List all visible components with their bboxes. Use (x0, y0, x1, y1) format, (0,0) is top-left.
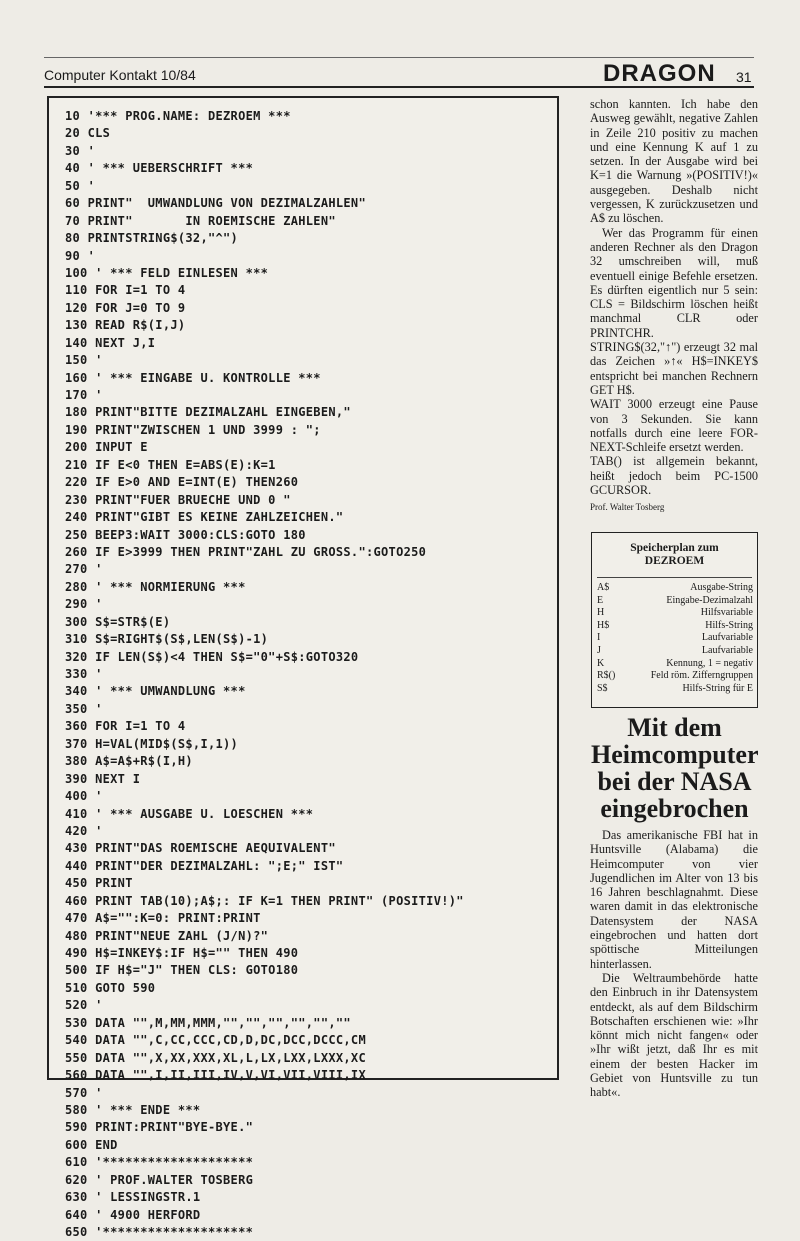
code-line: 50 ' (65, 178, 96, 193)
variable-row (592, 632, 757, 645)
variable-row (592, 645, 757, 658)
variable-description: Hilfs-String (705, 619, 753, 631)
code-line: 640 ' 4900 HERFORD (65, 1207, 201, 1222)
code-line: 450 PRINT (65, 876, 133, 891)
variable-description: Eingabe-Dezimalzahl (666, 594, 753, 606)
code-line: 570 ' (65, 1085, 103, 1100)
code-line: 460 PRINT TAB(10);A$;: IF K=1 THEN PRINT" (POSITIV!)" (65, 893, 464, 908)
variable-name: A$ (597, 582, 610, 593)
page-number: 31 (736, 69, 752, 85)
code-line: 350 ' (65, 701, 103, 716)
code-line: 610 '******************** (65, 1155, 254, 1170)
variable-list (592, 582, 757, 695)
code-line: 530 DATA "",M,MM,MMM,"","","","","","" (65, 1015, 351, 1030)
code-line: 410 ' *** AUSGABE U. LOESCHEN *** (65, 806, 314, 821)
memory-map-title: Speicherplan zum DEZROEM (630, 542, 719, 567)
variable-description: Laufvariable (701, 632, 753, 644)
code-line: 370 H=VAL(MID$(S$,I,1)) (65, 736, 239, 751)
code-line: 170 ' (65, 388, 103, 402)
variable-row (592, 683, 757, 696)
code-line: 80 PRINTSTRING$(32,"^") (65, 231, 239, 246)
article-headline: Mit dem Heimcomputer bei der NASA eingebrochen (591, 713, 759, 823)
code-line: 520 ' (65, 998, 103, 1013)
paragraph: STRING$(32,"↑") erzeugt 32 mal das Zeichen »↑« H$=INKEY$ entspricht bei manchen Rechnern GET H$. (590, 340, 758, 397)
code-line: 280 ' *** NORMIERUNG *** (65, 579, 246, 594)
code-line: 150 ' (65, 353, 103, 368)
section-title: DRAGON (603, 60, 716, 87)
code-line: 390 NEXT I (65, 771, 141, 786)
header-rule (44, 86, 754, 88)
variable-description: Hilfs-String für E (682, 682, 753, 694)
code-line: 360 FOR I=1 TO 4 (65, 719, 186, 734)
code-line: 180 PRINT"BITTE DEZIMALZAHL EINGEBEN," (65, 405, 351, 420)
code-line: 270 ' (65, 562, 103, 577)
magazine-issue: Computer Kontakt 10/84 (44, 67, 196, 83)
code-line: 490 H$=INKEY$:IF H$="" THEN 490 (65, 946, 299, 960)
code-line: 400 ' (65, 789, 103, 804)
code-line: 310 S$=RIGHT$(S$,LEN(S$)-1) (65, 632, 269, 647)
code-lines (65, 108, 464, 1241)
top-rule (44, 57, 754, 58)
variable-name: H (597, 607, 605, 619)
variable-name: J (597, 644, 601, 656)
paragraph: schon kannten. Ich habe den Ausweg gewählt, negative Zahlen in Zeile 210 positiv zu machen und eine Kennung K auf 1 zu setzen. In der Ausgabe wird bei K=1 die Warnung »(POSITIV!)« ausgegeben. Deshalb nicht vergessen, K zurückzusetzen und A$ zu löschen. (590, 97, 758, 226)
code-line: 650 '******************** (65, 1225, 254, 1239)
variable-row (592, 607, 757, 620)
variable-description: Kennung, 1 = negativ (666, 657, 753, 669)
code-line: 480 PRINT"NEUE ZAHL (J/N)?" (65, 928, 269, 943)
code-line: 540 DATA "",C,CC,CCC,CD,D,DC,DCC,DCCC,CM (65, 1033, 366, 1048)
article-column-continued (590, 97, 758, 515)
code-line: 580 ' *** ENDE *** (65, 1102, 201, 1117)
variable-description: Ausgabe-String (690, 582, 753, 593)
variable-row (592, 595, 757, 608)
code-line: 300 S$=STR$(E) (65, 614, 171, 629)
code-line: 240 PRINT"GIBT ES KEINE ZAHLZEICHEN." (65, 510, 344, 525)
code-line: 500 IF H$="J" THEN CLS: GOTO180 (65, 963, 299, 978)
code-line: 160 ' *** EINGABE U. KONTROLLE *** (65, 370, 321, 385)
variable-description: Laufvariable (701, 644, 753, 656)
code-line: 210 IF E<0 THEN E=ABS(E):K=1 (65, 457, 276, 472)
variable-description: Feld röm. Zifferngruppen (650, 670, 753, 682)
variable-name: I (597, 632, 601, 644)
code-line: 40 ' *** UEBERSCHRIFT *** (65, 161, 254, 176)
variable-row (592, 582, 757, 595)
code-line: 250 BEEP3:WAIT 3000:CLS:GOTO 180 (65, 527, 306, 542)
code-line: 100 ' *** FELD EINLESEN *** (65, 265, 269, 280)
paragraph: WAIT 3000 erzeugt eine Pause von 3 Sekunden. Sie kann notfalls durch eine leere FOR-NEXT-Schleife ersetzt werden. (590, 397, 758, 455)
code-line: 260 IF E>3999 THEN PRINT"ZAHL ZU GROSS.":GOTO250 (65, 544, 427, 559)
code-line: 70 PRINT" IN ROEMISCHE ZAHLEN" (65, 213, 336, 228)
code-line: 140 NEXT J,I (65, 335, 156, 350)
code-line: 470 A$="":K=0: PRINT:PRINT (65, 911, 261, 926)
code-line: 590 PRINT:PRINT"BYE-BYE." (65, 1120, 254, 1135)
code-line: 560 DATA "",I,II,III,IV,V,VI,VII,VIII,IX (65, 1068, 366, 1083)
code-line: 620 ' PROF.WALTER TOSBERG (65, 1172, 254, 1187)
code-line: 230 PRINT"FUER BRUECHE UND 0 " (65, 492, 291, 507)
code-line: 420 ' (65, 823, 103, 838)
code-line: 110 FOR I=1 TO 4 (65, 283, 186, 298)
code-line: 320 IF LEN(S$)<4 THEN S$="0"+S$:GOTO320 (65, 649, 359, 664)
code-line: 510 GOTO 590 (65, 980, 156, 995)
code-line: 380 A$=A$+R$(I,H) (65, 754, 193, 769)
variable-row (592, 620, 757, 633)
code-line: 220 IF E>0 AND E=INT(E) THEN260 (65, 475, 299, 490)
variable-name: K (597, 657, 605, 669)
code-line: 340 ' *** UMWANDLUNG *** (65, 684, 246, 699)
divider (597, 577, 752, 578)
paragraph: Wer das Programm für einen anderen Rechner als den Dragon 32 umschreiben will, muß eventuell einige Befehle ersetzen. Es dürften eigentlich nur 5 sein: CLS = Bildschirm löschen heißt manchmal CLR oder PRINTCHR. (590, 225, 758, 340)
code-line: 440 PRINT"DER DEZIMALZAHL: ";E;" IST" (65, 858, 344, 873)
code-line: 290 ' (65, 597, 103, 612)
code-line: 90 ' (65, 248, 96, 263)
paragraph: Das amerikanische FBI hat in Huntsville (Alabama) die Heimcomputer von vier Jugendlichen im Alter von 13 bis 16 Jahren beschlagnahmt. Diese waren damit in das elektronische Datensystem der NASA eingebrochen und hatten dort spöttische Mitteilungen hinterlassen. (590, 828, 758, 971)
code-line: 20 CLS (65, 126, 111, 141)
program-listing (47, 96, 559, 1239)
variable-description: Hilfsvariable (700, 607, 753, 619)
code-line: 190 PRINT"ZWISCHEN 1 UND 3999 : "; (65, 422, 321, 437)
code-line: 630 ' LESSINGSTR.1 (65, 1190, 201, 1205)
code-line: 120 FOR J=0 TO 9 (65, 300, 186, 315)
code-line: 30 ' (65, 143, 96, 158)
variable-name: S$ (597, 682, 608, 694)
memory-map-box (591, 532, 758, 708)
code-line: 130 READ R$(I,J) (65, 318, 186, 333)
variable-row (592, 670, 757, 683)
variable-row (592, 658, 757, 671)
code-line: 600 END (65, 1137, 118, 1152)
article-body (590, 828, 758, 1100)
paragraph: TAB() ist allgemein bekannt, heißt jedoch beim PC-1500 GCURSOR. (590, 454, 758, 498)
variable-name: R$() (597, 670, 616, 682)
code-line: 430 PRINT"DAS ROEMISCHE AEQUIVALENT" (65, 841, 336, 856)
variable-name: H$ (597, 619, 610, 631)
code-line: 550 DATA "",X,XX,XXX,XL,L,LX,LXX,LXXX,XC (65, 1050, 366, 1065)
code-line: 330 ' (65, 667, 103, 681)
author-credit: Prof. Walter Tosberg (590, 502, 665, 513)
paragraph: Die Weltraumbehörde hatte den Einbruch in ihr Datensystem entdeckt, als auf dem Bildschirm Botschaften erschienen wie: »Ihr könnt mich nicht fangen« oder »Ihr wißt jetzt, daß Ihr es mit einem der besten Hacker im Gebiet von Huntsville zu tun habt«. (590, 970, 758, 1100)
code-line: 60 PRINT" UMWANDLUNG VON DEZIMALZAHLEN" (65, 196, 366, 211)
code-line: 10 '*** PROG.NAME: DEZROEM *** (65, 109, 291, 123)
code-line: 200 INPUT E (65, 440, 148, 455)
variable-name: E (597, 594, 604, 606)
